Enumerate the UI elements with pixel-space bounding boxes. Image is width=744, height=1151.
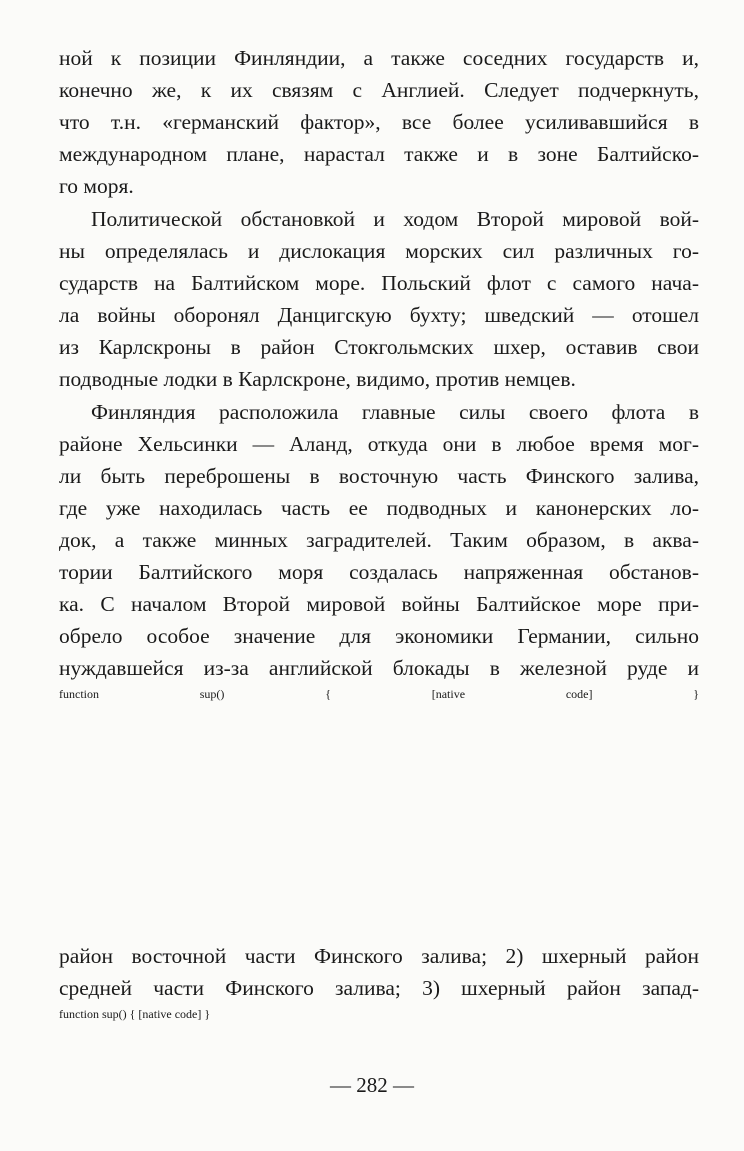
text-line: конечно же, к их связям с Англией. Следует подчеркнуть,: [59, 78, 699, 102]
text-line: ли быть переброшены в восточную часть Финского залива,: [59, 464, 699, 488]
text-line: тории Балтийского моря создалась напряженная обстанов-: [59, 560, 699, 584]
text-line: нуждавшейся из-за английской блокады в железной руде и: [59, 656, 699, 680]
text-line: [59, 716, 699, 748]
text-line: [59, 876, 699, 908]
text-line: го моря.: [59, 174, 134, 198]
text-line: [59, 748, 699, 780]
text-line: [59, 1004, 699, 1036]
text-line: районе Хельсинки — Аланд, откуда они в любое время мог-: [59, 432, 699, 456]
footnote-ref[interactable]: function sup() { [native code] }: [59, 687, 699, 701]
text-line: [59, 844, 699, 876]
text-line: ка. С началом Второй мировой войны Балтийское море при-: [59, 592, 699, 616]
text-line: что т.н. «германский фактор», все более усиливавшийся в: [59, 110, 699, 134]
text-line: средней части Финского залива; 3) шхерный район запад-: [59, 976, 699, 1000]
text-line: [59, 908, 699, 940]
text-line: подводные лодки в Карлскроне, видимо, против немцев.: [59, 367, 576, 391]
text-line: обрело особое значение для экономики Германии, сильно: [59, 624, 699, 648]
text-line: ны определялась и дислокация морских сил различных го-: [59, 239, 699, 263]
text-line: международном плане, нарастал также и в зоне Балтийско-: [59, 142, 699, 166]
text-line: из Карлскроны в район Стокгольмских шхер, оставив свои: [59, 335, 699, 359]
text-line: где уже находилась часть ее подводных и канонерских ло-: [59, 496, 699, 520]
text-line: ной к позиции Финляндии, а также соседних государств и,: [59, 46, 699, 70]
footnote-ref[interactable]: function sup() { [native code] }: [59, 1007, 211, 1021]
text-line: [59, 780, 699, 812]
text-line: Финляндия расположила главные силы своего флота в: [91, 400, 699, 424]
text-line: ла войны оборонял Данцигскую бухту; шведский — отошел: [59, 303, 699, 327]
text-line: [59, 684, 699, 716]
text-line: сударств на Балтийском море. Польский флот с самого нача-: [59, 271, 699, 295]
text-line: док, а также минных заградителей. Таким образом, в аква-: [59, 528, 699, 552]
text-line: район восточной части Финского залива; 2) шхерный район: [59, 944, 699, 968]
page-number: — 282 —: [330, 1073, 414, 1097]
text-line: Политической обстановкой и ходом Второй мировой вой-: [91, 207, 699, 231]
text-line: [59, 812, 699, 844]
